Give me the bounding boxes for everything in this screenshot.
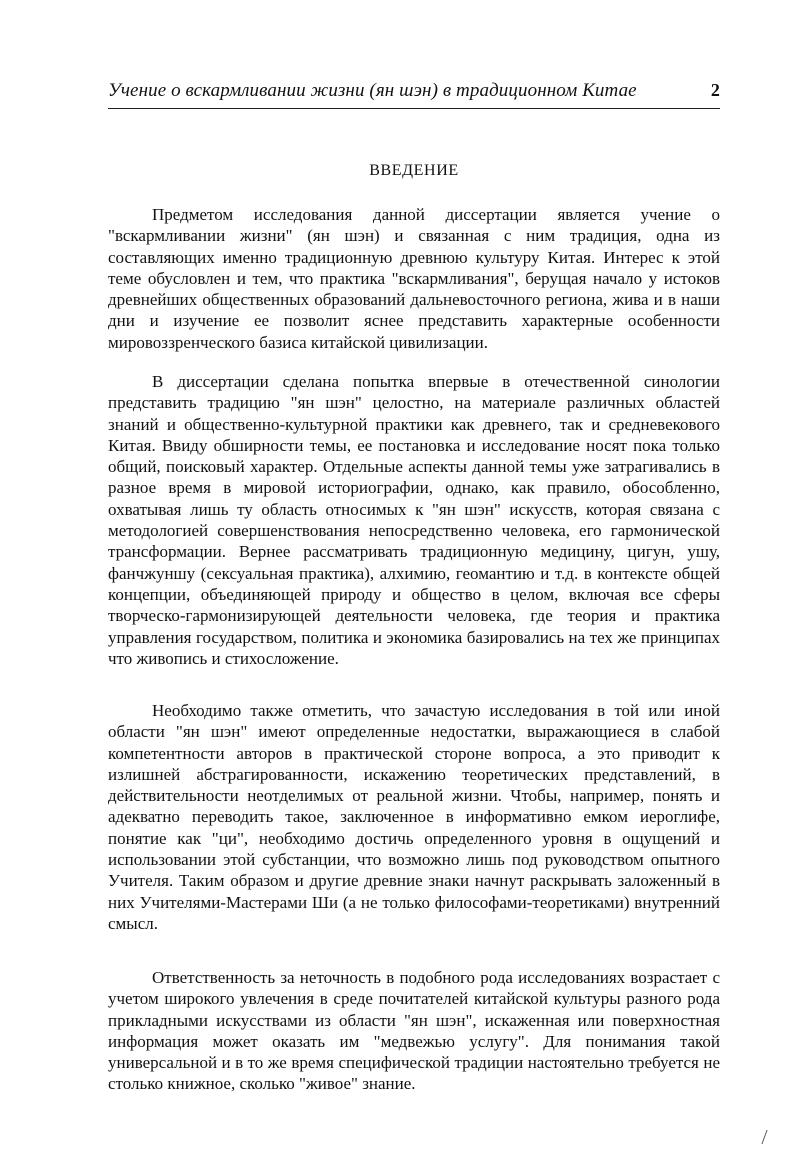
page-number: 2 <box>710 80 720 100</box>
paragraph: Ответственность за неточность в подобного рода исследованиях возрастает с учетом широкого увлечения в среде почитателей китайской культуры разного рода прикладными искусствами из области "ян шэн", искаженная или поверхностная информация может оказать им "медвежью услугу". Для понимания такой универсальной и в то же время специфической традиции настоятельно требуется не столько книжное, сколько "живое" знание. <box>108 968 720 1094</box>
running-title: Учение о вскармливании жизни (ян шэн) в традиционном Китае <box>108 80 637 101</box>
paragraph: Необходимо также отметить, что зачастую исследования в той или иной области "ян шэн" имеют определенные недостатки, выражающиеся в слабой компетентности авторов в практической стороне вопроса, а это приводит к излишней абстрагированности, искажению теоретических представлений, в действительности неотделимых от реальной жизни. Чтобы, например, понять и адекватно переводить такое, заключенное в информативно емком иероглифе, понятие как "ци", необходимо достичь определенного уровня в ощущений и использовании этой субстанции, что возможно лишь под руководством опытного Учителя. Таким образом и другие древние знаки начнут раскрывать заложенный в них Учителями-Мастерами Ши (а не только философами-теоретиками) внутренний смысл. <box>108 701 720 933</box>
page-header <box>108 80 720 102</box>
paragraph: В диссертации сделана попытка впервые в отечественной синологии представить традицию "ян шэн" целостно, на материале различных областей знаний и общественно-культурной практики как древнего, так и средневекового Китая. Ввиду обширности темы, ее постановка и исследование носят пока только общий, поисковый характер. Отдельные аспекты данной темы уже затрагивались в разное время в мировой историографии, однако, как правило, обособленно, охватывая лишь ту область относимых к "ян шэн" искусств, которая связана с методологией совершенствования непосредственно человека, его гармонической трансформации. Вернее рассматривать традиционную медицину, цигун, ушу, фанчжуншу (сексуальная практика), алхимию, геомантию и т.д. в контексте общей концепции, объединяющей природу и общество в целом, включая все сферы творческо-гармонизирующей деятельности человека, где теория и практика управления государством, политика и экономика базировались на тех же принципах что живопись и стихосложение. <box>108 372 720 668</box>
section-title: ВВЕДЕНИЕ <box>369 162 459 179</box>
scan-mark <box>761 1130 773 1144</box>
header-rule <box>108 108 720 109</box>
paragraph: Предметом исследования данной диссертации является учение о "вскармливании жизни" (ян шэн) и связанная с ним традиция, одна из составляющих именно традиционную древнюю культуру Китая. Интерес к этой теме обусловлен и тем, что практика "вскармливания", берущая начало у истоков древнейших общественных образований дальневосточного региона, жива и в наши дни и изучение ее позволит яснее представить характерные особенности мировоззренческого базиса китайской цивилизации. <box>108 205 720 352</box>
